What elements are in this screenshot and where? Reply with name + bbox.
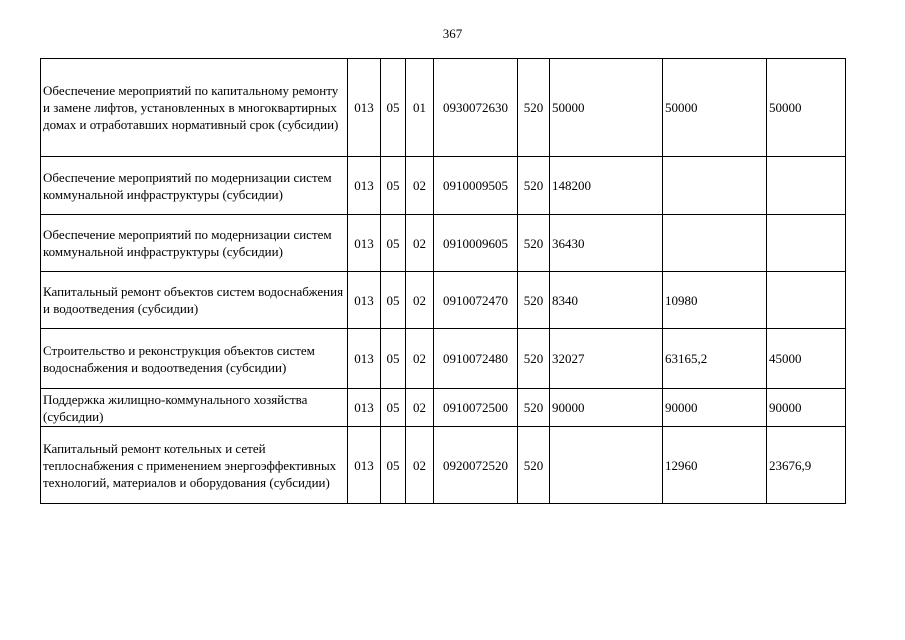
subsection-code-cell: 01 — [406, 59, 434, 157]
section-code-cell: 05 — [381, 427, 406, 504]
amount-year2-cell: 10980 — [663, 272, 767, 329]
section-code-cell: 05 — [381, 389, 406, 427]
row-name-cell: Капитальный ремонт котельных и сетей теплоснабжения с применением энергоэффективных технологий, материалов и оборудования (субсидии) — [41, 427, 348, 504]
section-code-cell: 05 — [381, 272, 406, 329]
amount-year3-cell — [767, 272, 846, 329]
section-code-cell: 05 — [381, 157, 406, 215]
row-name-cell: Обеспечение мероприятий по модернизации систем коммунальной инфраструктуры (субсидии) — [41, 157, 348, 215]
amount-year3-cell: 90000 — [767, 389, 846, 427]
grbs-code-cell: 013 — [348, 427, 381, 504]
amount-year3-cell: 45000 — [767, 329, 846, 389]
table-row — [41, 157, 846, 215]
grbs-code-cell: 013 — [348, 215, 381, 272]
target-article-cell: 0910009605 — [434, 215, 518, 272]
expense-type-cell: 520 — [518, 272, 550, 329]
expense-type-cell: 520 — [518, 389, 550, 427]
amount-year1-cell: 50000 — [550, 59, 663, 157]
amount-year3-cell — [767, 157, 846, 215]
expense-type-cell: 520 — [518, 215, 550, 272]
page-number: 367 — [442, 26, 463, 41]
amount-year3-cell — [767, 215, 846, 272]
target-article-cell: 0910072480 — [434, 329, 518, 389]
grbs-code-cell: 013 — [348, 272, 381, 329]
amount-year2-cell: 50000 — [663, 59, 767, 157]
amount-year1-cell: 90000 — [550, 389, 663, 427]
amount-year1-cell: 36430 — [550, 215, 663, 272]
target-article-cell: 0910072470 — [434, 272, 518, 329]
section-code-cell: 05 — [381, 59, 406, 157]
grbs-code-cell: 013 — [348, 59, 381, 157]
amount-year2-cell — [663, 215, 767, 272]
amount-year2-cell: 90000 — [663, 389, 767, 427]
amount-year3-cell: 50000 — [767, 59, 846, 157]
grbs-code-cell: 013 — [348, 389, 381, 427]
target-article-cell: 0910072500 — [434, 389, 518, 427]
row-name-cell: Капитальный ремонт объектов систем водоснабжения и водоотведения (субсидии) — [41, 272, 348, 329]
target-article-cell: 0920072520 — [434, 427, 518, 504]
subsection-code-cell: 02 — [406, 272, 434, 329]
row-name-cell: Обеспечение мероприятий по капитальному ремонту и замене лифтов, установленных в многоквартирных домах и отработавших нормативный срок (субсидии) — [41, 59, 348, 157]
table-row — [41, 272, 846, 329]
table-row — [41, 59, 846, 157]
grbs-code-cell: 013 — [348, 329, 381, 389]
amount-year1-cell: 8340 — [550, 272, 663, 329]
expense-type-cell: 520 — [518, 329, 550, 389]
target-article-cell: 0930072630 — [434, 59, 518, 157]
amount-year2-cell: 63165,2 — [663, 329, 767, 389]
amount-year1-cell: 32027 — [550, 329, 663, 389]
amount-year1-cell: 148200 — [550, 157, 663, 215]
amount-year2-cell — [663, 157, 767, 215]
table-row — [41, 215, 846, 272]
expense-type-cell: 520 — [518, 59, 550, 157]
row-name-cell: Строительство и реконструкция объектов систем водоснабжения и водоотведения (субсидии) — [41, 329, 348, 389]
row-name-cell: Обеспечение мероприятий по модернизации систем коммунальной инфраструктуры (субсидии) — [41, 215, 348, 272]
table-row — [41, 427, 846, 504]
table-row — [41, 389, 846, 427]
amount-year1-cell — [550, 427, 663, 504]
subsection-code-cell: 02 — [406, 427, 434, 504]
target-article-cell: 0910009505 — [434, 157, 518, 215]
table-row — [41, 329, 846, 389]
amount-year3-cell: 23676,9 — [767, 427, 846, 504]
grbs-code-cell: 013 — [348, 157, 381, 215]
section-code-cell: 05 — [381, 215, 406, 272]
subsection-code-cell: 02 — [406, 215, 434, 272]
expense-type-cell: 520 — [518, 157, 550, 215]
row-name-cell: Поддержка жилищно-коммунального хозяйства (субсидии) — [41, 389, 348, 427]
subsection-code-cell: 02 — [406, 157, 434, 215]
budget-table — [40, 58, 846, 504]
amount-year2-cell: 12960 — [663, 427, 767, 504]
section-code-cell: 05 — [381, 329, 406, 389]
subsection-code-cell: 02 — [406, 389, 434, 427]
expense-type-cell: 520 — [518, 427, 550, 504]
subsection-code-cell: 02 — [406, 329, 434, 389]
